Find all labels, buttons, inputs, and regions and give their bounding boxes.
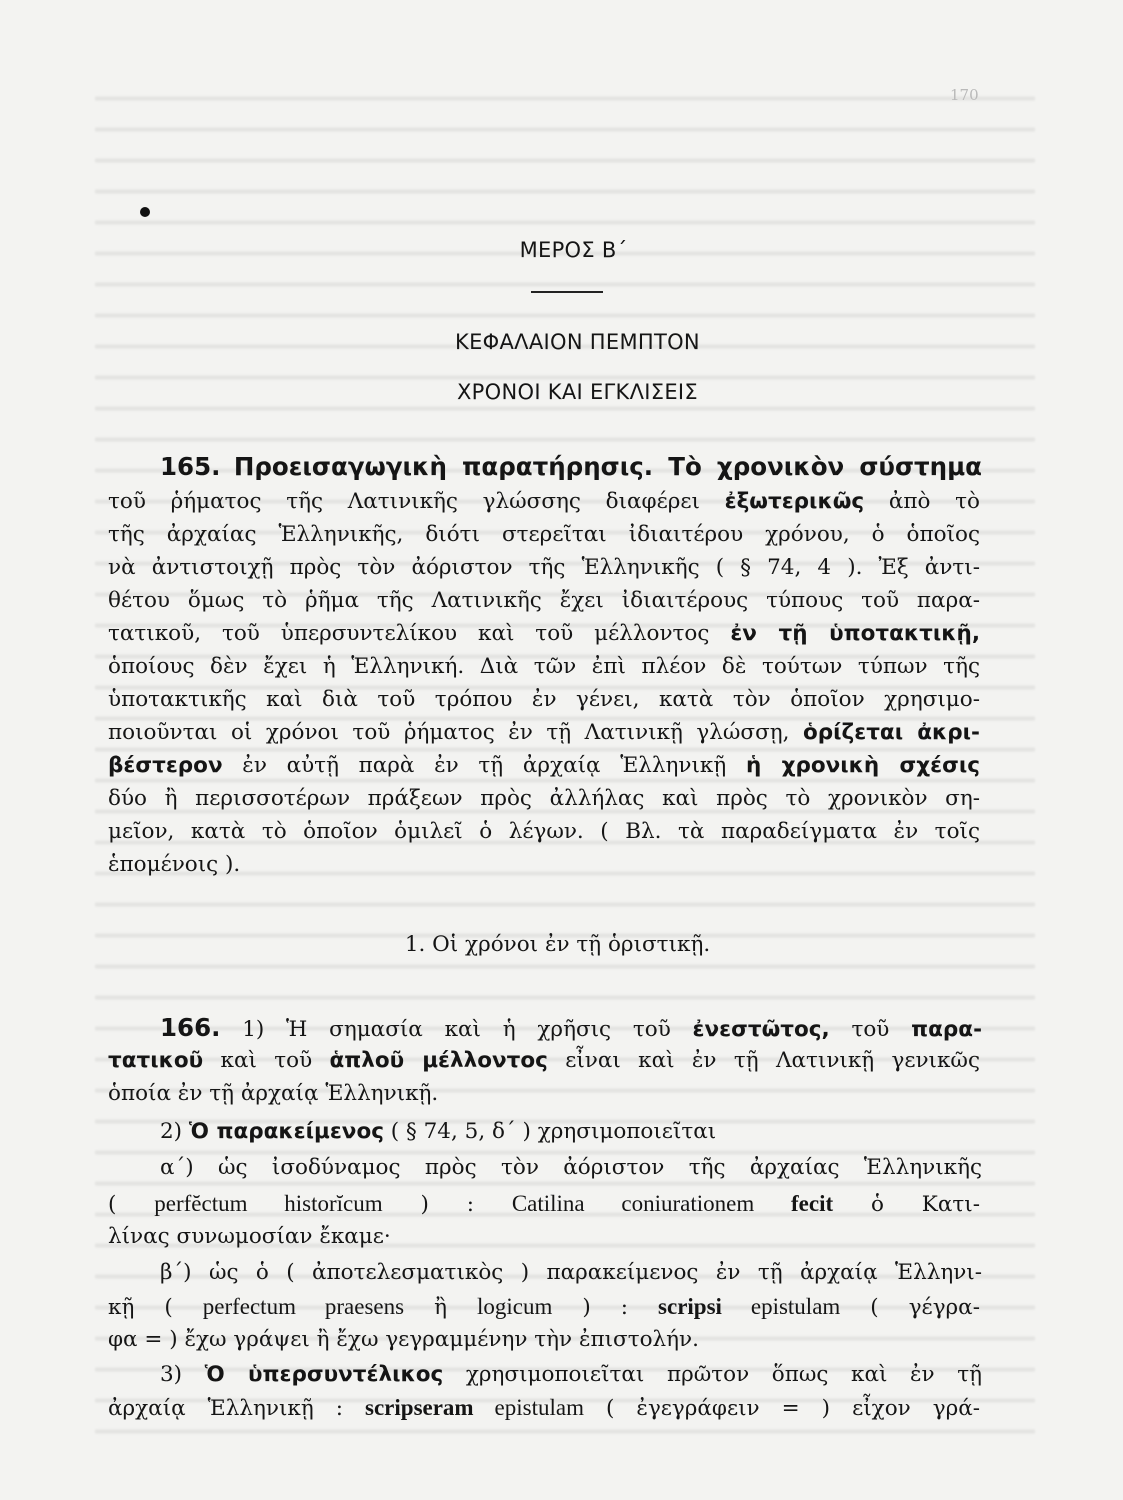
text-span: 1) Ἡ σημασία καὶ ἡ χρῆσις τοῦ [220, 1017, 693, 1042]
text-span: ( § 74, 5, δ΄ ) χρησιμοποιεῖται [383, 1119, 717, 1144]
text-line [108, 718, 980, 748]
latin-term: Catilina coniurationem [511, 1191, 792, 1216]
latin-bold-term: scripsi [658, 1294, 722, 1319]
page-number: 170 [950, 86, 979, 104]
text-line [108, 1292, 980, 1323]
text-line [108, 1189, 980, 1220]
text-span: τοῦ ῥήματος τῆς Λατινικῆς γλώσσης διαφέρει [108, 489, 725, 514]
bold-term: ἐν τῇ ὑποτακτικῇ, [730, 621, 980, 646]
section-heading: Προεισαγωγικὴ παρατήρησις. Τὸ χρονικὸν σύστημα [233, 452, 982, 481]
section-165-heading-line [160, 452, 982, 484]
text-line [108, 751, 980, 781]
bold-term: ὁρίζεται ἀκρι- [803, 720, 980, 745]
bold-term: Ὁ ὑπερσυντέλικος [204, 1362, 444, 1387]
latin-bold-term: scripseram [365, 1395, 474, 1420]
text-span: ποιοῦνται οἱ χρόνοι τοῦ ῥήματος ἐν τῇ Λατινικῇ γλώσσῃ, [108, 720, 803, 745]
text-line: νὰ ἀντιστοιχῇ πρὸς τὸν ἀόριστον τῆς Ἑλληνικῆς ( § 74, 4 ). Ἐξ ἀντι- [108, 555, 980, 580]
latin-term: perfectum praesens [202, 1294, 405, 1319]
bold-term: βέστερον [108, 753, 223, 778]
text-span: 3) [160, 1362, 205, 1387]
text-line: ὁποίους δὲν ἔχει ἡ Ἑλληνική. Διὰ τῶν ἐπὶ πλέον δὲ τούτων τύπων τῆς [108, 654, 980, 679]
text-span: ἢ [404, 1295, 477, 1320]
part-title: ΜΕΡΟΣ Β΄ [519, 238, 628, 262]
text-line: ὁποία ἐν τῇ ἀρχαίᾳ Ἑλληνικῇ. [108, 1081, 439, 1106]
text-span: ( ἐγεγράφειν = ) εἶχον γρά- [583, 1396, 980, 1421]
text-line [108, 619, 980, 649]
title-divider [531, 291, 603, 293]
section-number: 165. [160, 452, 221, 481]
bold-term: ἡ χρονικὴ σχέσις [745, 753, 981, 778]
text-line: ἑπομένοις ). [108, 852, 241, 877]
text-line: μεῖον, κατὰ τὸ ὁποῖον ὁμιλεῖ ὁ λέγων. ( Βλ. τὰ παραδείγματα ἐν τοῖς [108, 819, 980, 844]
chapter-subtitle: ΧΡΟΝΟΙ ΚΑΙ ΕΓΚΛΙΣΕΙΣ [457, 380, 698, 404]
text-line: τῆς ἀρχαίας Ἑλληνικῆς, διότι στερεῖται ἰδιαιτέρου χρόνου, ὁ ὁποῖος [108, 522, 980, 547]
text-line: φα = ) ἔχω γράψει ἢ ἔχω γεγραμμένην τὴν ἐπιστολήν. [108, 1327, 699, 1352]
text-span: τοῦ [829, 1017, 912, 1042]
subsection-heading: 1. Οἱ χρόνοι ἐν τῇ ὁριστικῇ. [404, 932, 711, 957]
latin-bold-term: fecit [791, 1191, 834, 1216]
text-line: α΄) ὡς ἰσοδύναμος πρὸς τὸν ἀόριστον τῆς ἀρχαίας Ἑλληνικῆς [160, 1155, 982, 1180]
text-span: κῇ ( [108, 1295, 203, 1320]
latin-term: epistulam [473, 1395, 584, 1420]
text-line [160, 1117, 860, 1147]
text-span: εἶναι καὶ ἐν τῇ Λατινικῇ γενικῶς [547, 1048, 980, 1073]
text-line: λίνας συνωμοσίαν ἔκαμε· [108, 1224, 391, 1249]
text-span: χρησιμοποιεῖται πρῶτον ὅπως καὶ ἐν τῇ [443, 1362, 982, 1387]
latin-term: epistulam [721, 1294, 841, 1319]
text-line [108, 1393, 980, 1424]
text-span: τατικοῦ, τοῦ ὑπερσυντελίκου καὶ τοῦ μέλλοντος [108, 621, 731, 646]
text-line: ὑποτακτικῆς καὶ διὰ τοῦ τρόπου ἐν γένει, κατὰ τὸν ὁποῖον χρησιμο- [108, 687, 980, 712]
text-span: ἀπὸ τὸ [864, 489, 980, 514]
bold-term: τατικοῦ [108, 1048, 204, 1073]
text-span: ( γέγρα- [840, 1295, 980, 1320]
text-line: θέτου ὅμως τὸ ῥῆμα τῆς Λατινικῆς ἔχει ἰδιαιτέρους τύπους τοῦ παρα- [108, 588, 980, 613]
text-span: καὶ τοῦ [203, 1048, 330, 1073]
bold-term: ἁπλοῦ μέλλοντος [329, 1048, 548, 1073]
latin-term: logicum [476, 1294, 553, 1319]
text-line [160, 1360, 982, 1390]
section-number: 166. [160, 1013, 221, 1042]
text-span: ) : [382, 1192, 512, 1217]
bullet-mark [140, 207, 150, 217]
text-span: 2) [160, 1119, 189, 1144]
bold-term: παρα- [911, 1017, 983, 1042]
text-span: ὁ Κατι- [833, 1192, 980, 1217]
text-span: ( [108, 1192, 155, 1217]
bold-term: Ὁ παρακείμενος [188, 1119, 384, 1144]
text-span: ἐν αὐτῇ παρὰ ἐν τῇ ἀρχαίᾳ Ἑλληνικῇ [222, 753, 746, 778]
text-line [108, 1046, 980, 1076]
bold-term: ἐνεστῶτος, [692, 1017, 830, 1042]
latin-term: perfĕctum historĭcum [154, 1191, 383, 1216]
text-line: β΄) ὡς ὁ ( ἀποτελεσματικὸς ) παρακείμενος ἐν τῇ ἀρχαίᾳ Ἑλληνι- [160, 1260, 982, 1285]
section-166-first-line [160, 1013, 982, 1045]
text-line: δύο ἢ περισσοτέρων πράξεων πρὸς ἀλλήλας καὶ πρὸς τὸ χρονικὸν ση- [108, 786, 980, 811]
text-span: ἀρχαίᾳ Ἑλληνικῇ : [108, 1396, 366, 1421]
chapter-title: ΚΕΦΑΛΑΙΟΝ ΠΕΜΠΤΟΝ [455, 330, 700, 354]
text-span: ) : [552, 1295, 659, 1320]
bold-term: ἐξωτερικῶς [724, 489, 865, 514]
text-line [108, 487, 980, 517]
